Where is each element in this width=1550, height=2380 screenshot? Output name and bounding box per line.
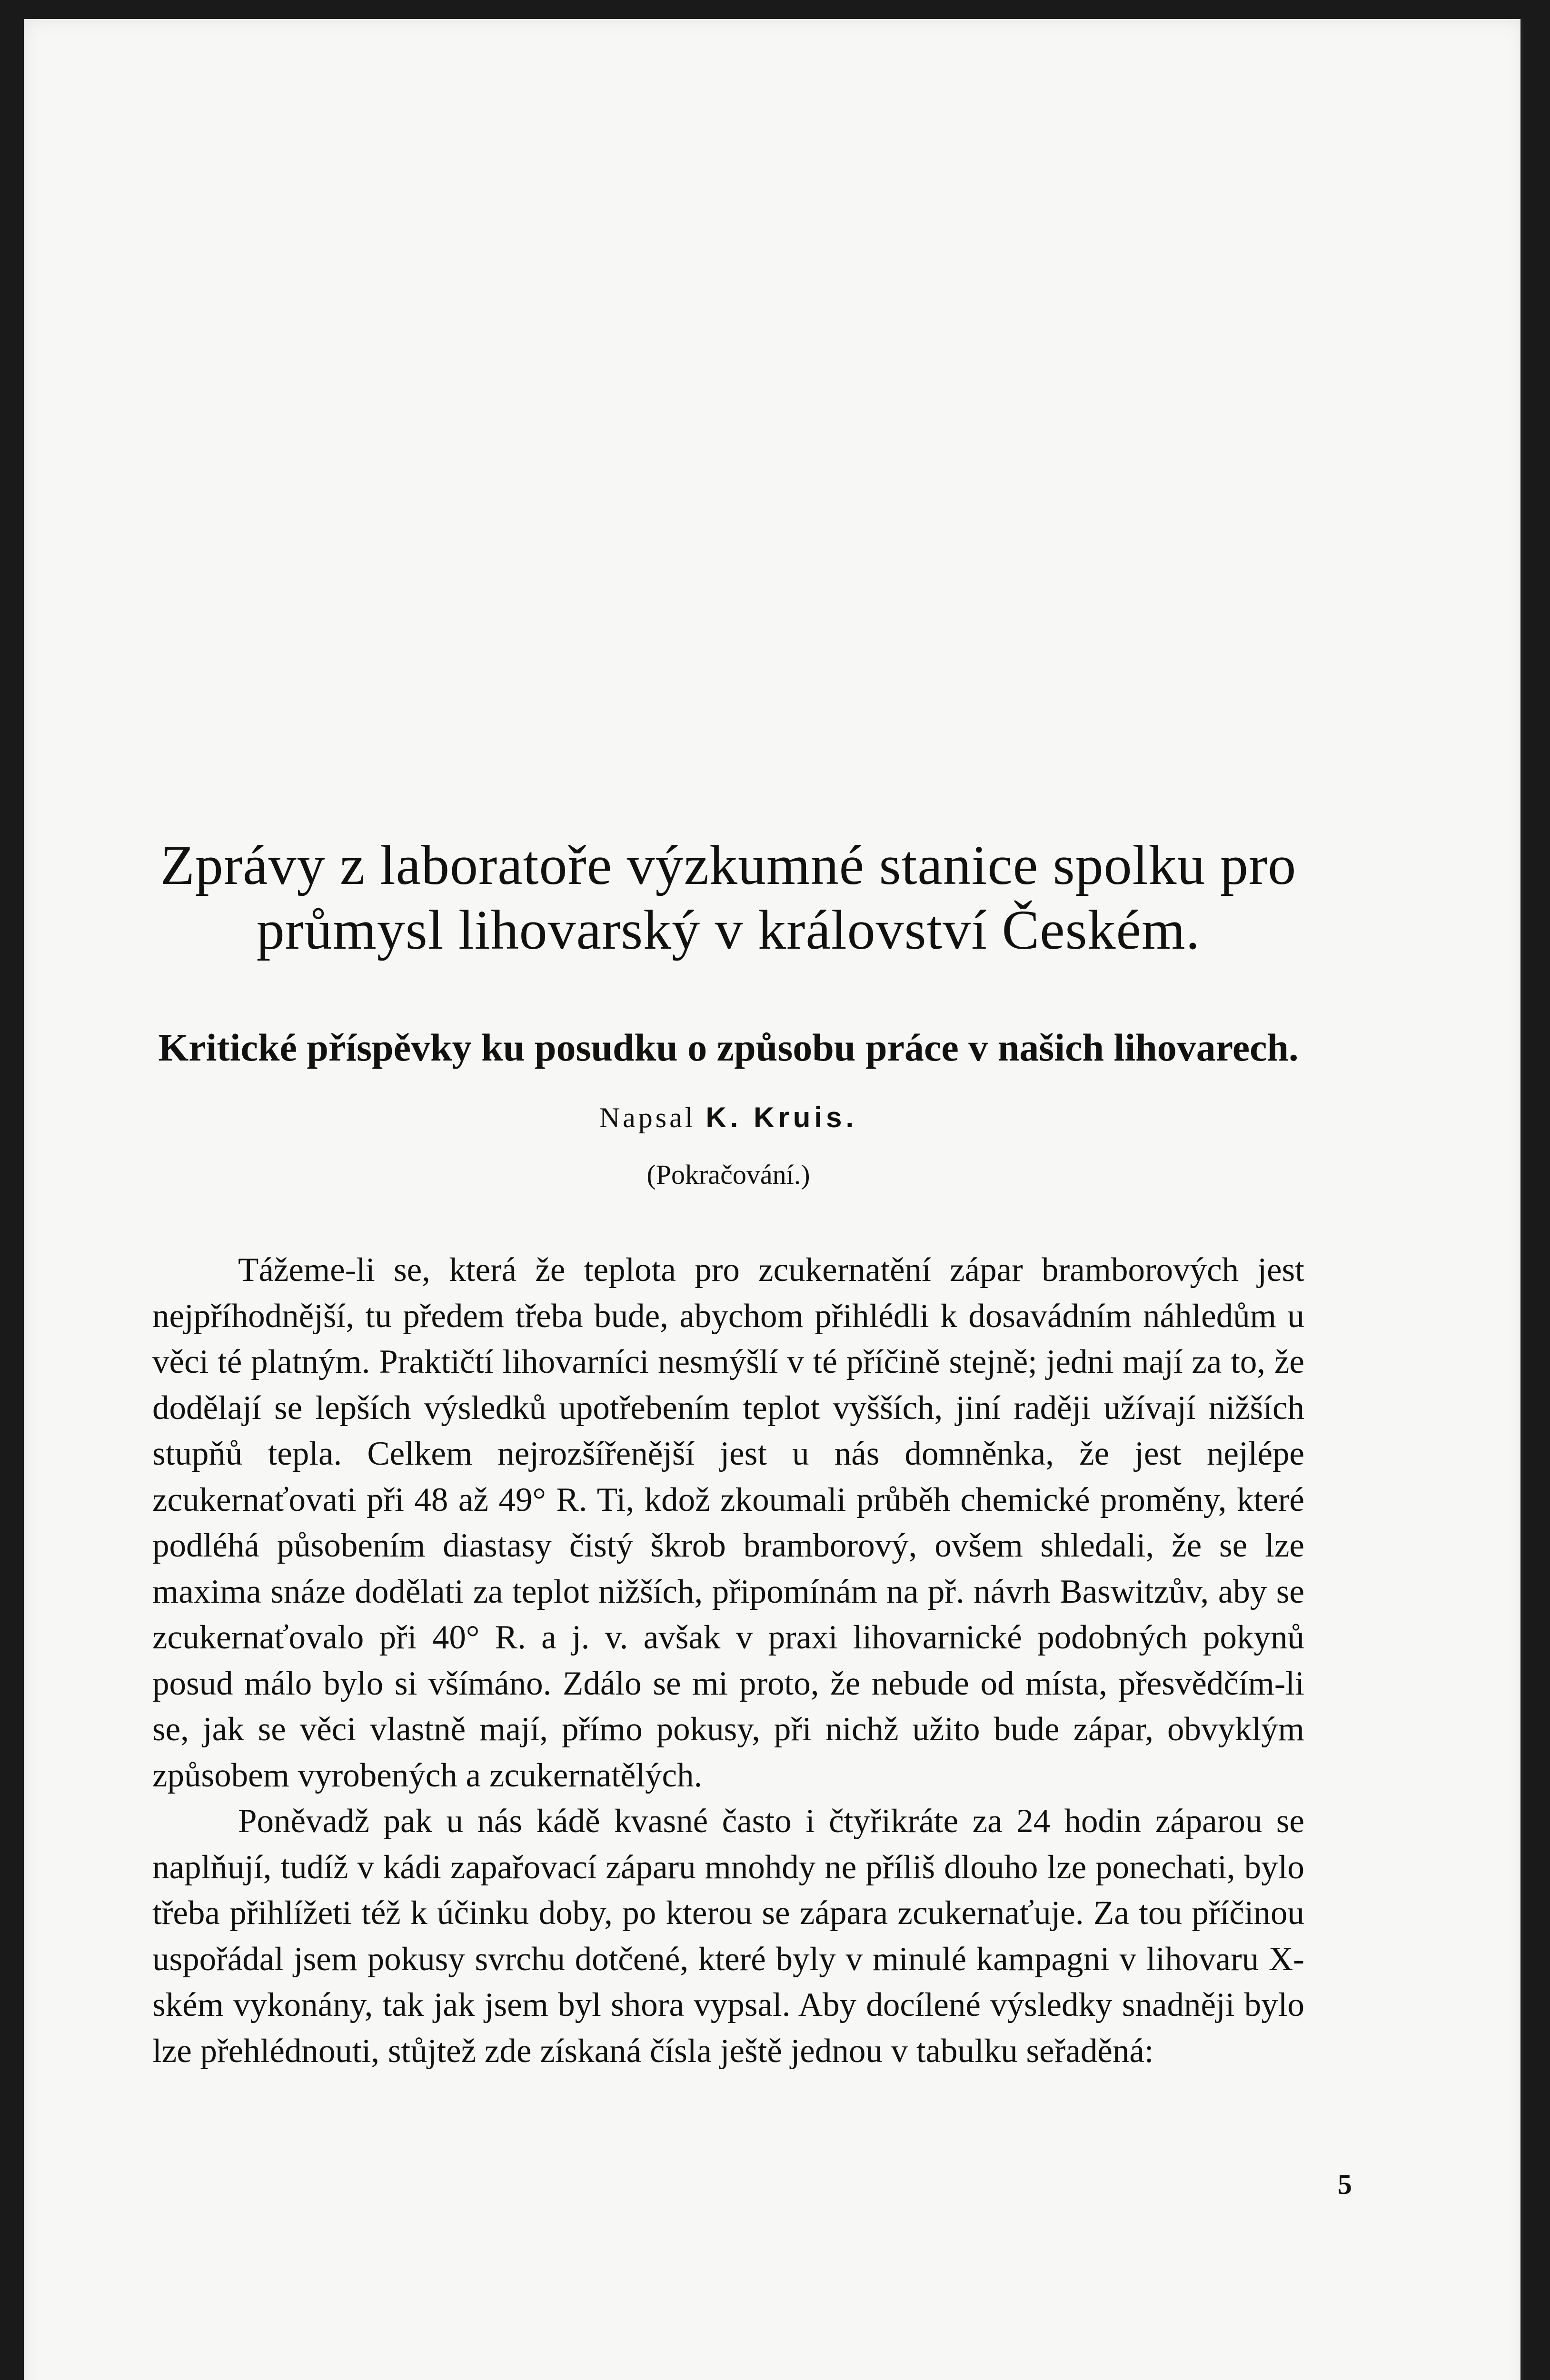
article-body	[152, 1247, 1304, 2074]
continuation-note: (Pokračování.)	[646, 1159, 810, 1190]
page-number: 5	[1338, 2169, 1352, 2200]
article-title: Zprávy z laboratoře výzkumné stanice spolku pro průmysl lihovarský v království Českém.	[160, 834, 1297, 961]
article-subtitle: Kritické příspěvky ku posudku o způsobu práce v našich lihovarech.	[158, 1026, 1299, 1069]
author-prefix: Napsal	[599, 1102, 696, 1133]
document-page	[24, 19, 1523, 2380]
article	[152, 804, 1304, 2074]
page-edge-shadow	[1520, 19, 1523, 2380]
paragraph: Poněvadž pak u nás kádě kvasné často i čtyřikráte za 24 hodin záparou se naplňují, tudíž v kádi zapařovací záparu mnohdy ne příliš dlouho lze ponechati, bylo třeba přihlížeti též k účinku doby, po kterou se zápara zcukernaťuje. Za tou příčinou uspořádal jsem pokusy svrchu dotčené, které byly v minulé kampagni v lihovaru X-ském vykonány, tak jak jsem byl shora vypsal. Aby docílené výsledky snadněji bylo lze přehlédnouti, stůjtež zde získaná čísla ještě jednou v tabulku seřaděná:	[152, 1803, 1304, 2070]
author-name: K. Kruis.	[705, 1101, 858, 1133]
author-line	[152, 1099, 1304, 1137]
paragraph: Tážeme-li se, která že teplota pro zcukernatění zápar bramborových jest nejpříhodnější, tu předem třeba bude, abychom přihlédli k dosavádním náhledům u věci té platným. Praktičtí lihovarníci nesmýšlí v té příčině stejně; jedni mají za to, že dodělají se lepších výsledků upotřebením teplot vyšších, jiní raději užívají nižších stupňů tepla. Celkem nejrozšířenější jest u nás domněnka, že jest nejlépe zcukernaťovati při 48 až 49° R. Ti, kdož zkoumali průběh chemické proměny, které podléhá působením diastasy čistý škrob bramborový, ovšem shledali, že se lze maxima snáze dodělati za teplot nižších, připomínám na př. návrh Baswitzův, aby se zcukernaťovalo při 40° R. a j. v. avšak v praxi lihovarnické podobných pokynů posud málo bylo si všímáno. Zdálo se mi proto, že nebude od místa, přesvědčím-li se, jak se věci vlastně mají, přímo pokusy, při nichž užito bude zápar, obvyklým způsobem vyrobených a zcukernatělých.	[152, 1251, 1304, 1794]
